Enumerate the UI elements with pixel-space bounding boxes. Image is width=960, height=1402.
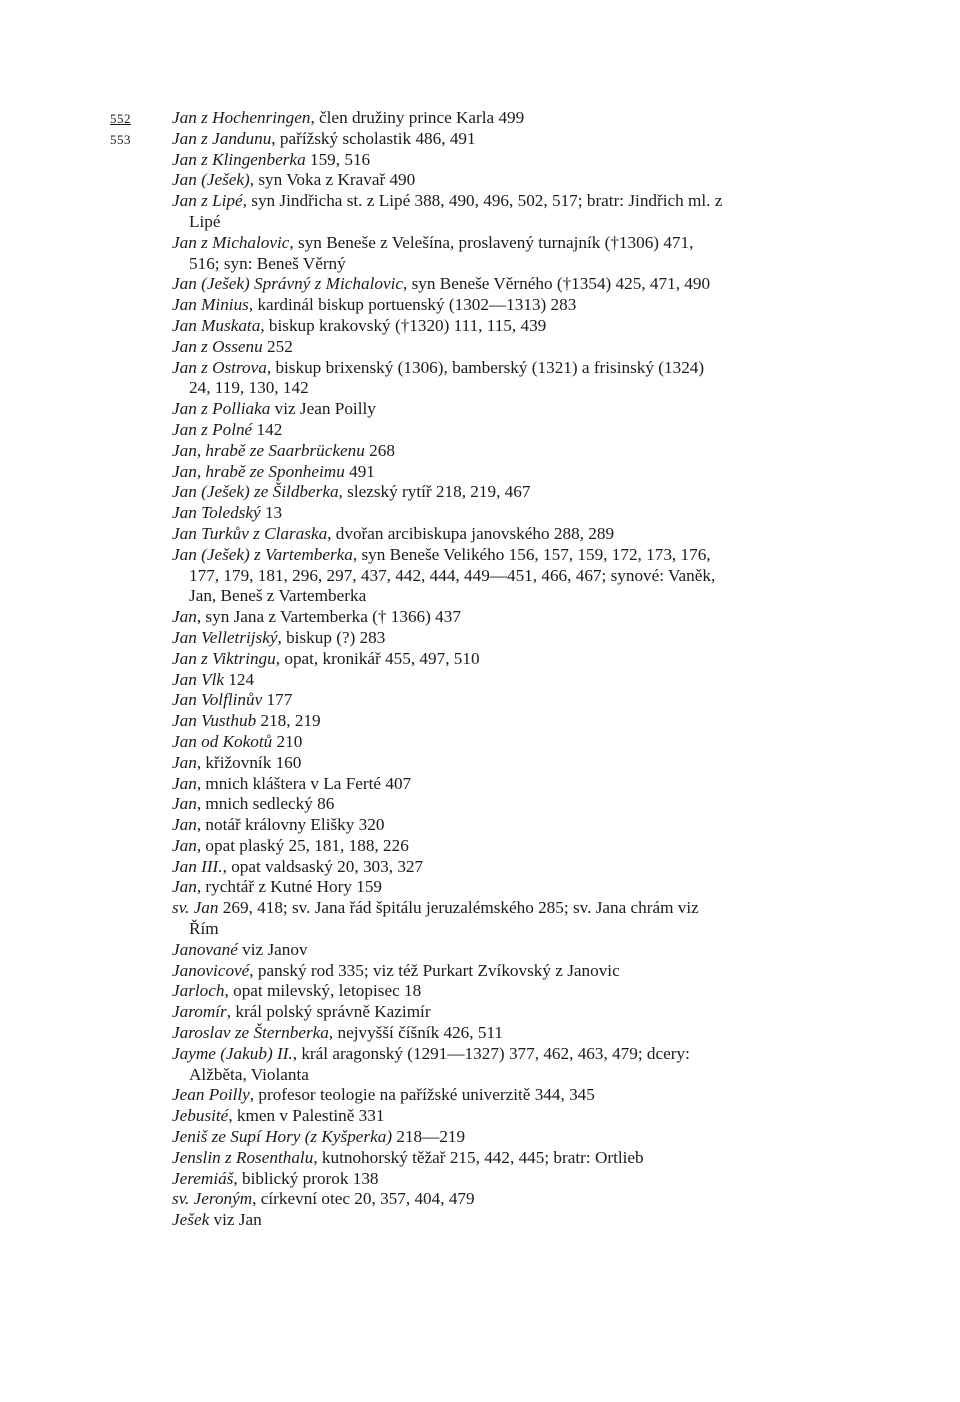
entry-text: 159, 516 [305, 149, 371, 169]
entry-text: 218, 219 [256, 711, 321, 731]
entry-text: , kardinál biskup portuenský (1302—1313) 283 [248, 295, 577, 315]
entry-name: Jan [172, 815, 197, 835]
entry-name: Jan z Ostrova [172, 357, 267, 377]
index-entry [172, 170, 727, 191]
entry-text: 210 [272, 731, 303, 751]
entry-name: Jan Vusthub [172, 711, 257, 731]
index-entry [172, 774, 727, 795]
entry-text: viz Jean Poilly [270, 399, 376, 419]
entry-text: 177 [262, 690, 293, 710]
entry-text: , syn Beneše Věrného (†1354) 425, 471, 490 [402, 274, 711, 294]
entry-name: Jan (Ješek) ze Šildberka [172, 482, 339, 502]
index-entry [172, 108, 727, 129]
entry-text: , kutnohorský těžař 215, 442, 445; bratr: Ortlieb [313, 1147, 644, 1167]
index-entry [172, 420, 727, 441]
entry-text: , panský rod 335; viz též Purkart Zvíkovský z Janovic [249, 960, 620, 980]
entry-name: Jan z Klingenberka [172, 149, 306, 169]
index-entry [172, 607, 727, 628]
index-entry [172, 1189, 727, 1210]
entry-name: Jan z Polliaka [172, 399, 271, 419]
index-entry [172, 524, 727, 545]
entry-text: , opat valdsaský 20, 303, 327 [222, 856, 424, 876]
entry-text: , mnich sedlecký 86 [196, 794, 335, 814]
index-entry [172, 1169, 727, 1190]
entry-name: Ješek [172, 1210, 210, 1230]
index-entry [172, 961, 727, 982]
entry-name: Jeremiáš [172, 1168, 234, 1188]
index-entry [172, 981, 727, 1002]
index-entry [172, 732, 727, 753]
entry-text: , syn Beneše Velikého 156, 157, 159, 172, 173, 176, 177, 179, 181, 296, 297, 437, 442, 444, 449—451, 466, 467; synové: Vaněk, Jan, Beneš z Vartemberka [189, 544, 716, 606]
entry-text: viz Jan [209, 1210, 262, 1230]
index-entry [172, 233, 727, 275]
entry-name: Jan Volflinův [172, 690, 263, 710]
entry-name: Jan (Ješek) [172, 170, 250, 190]
entry-name: Jan z Ossenu [172, 336, 263, 356]
entry-text: viz Janov [237, 939, 308, 959]
entry-name: Jan Toledský [172, 503, 261, 523]
entry-name: Jaromír [172, 1002, 227, 1022]
entry-text: , rychtář z Kutné Hory 159 [196, 877, 383, 897]
entry-name: Jan, hrabě ze Saarbrückenu [172, 440, 365, 460]
entry-text: , biblický prorok 138 [233, 1168, 379, 1188]
index-entry [172, 1127, 727, 1148]
entry-name: Janované [172, 939, 238, 959]
entry-name: Jan Velletrijský [172, 627, 278, 647]
index-entry [172, 711, 727, 732]
entry-name: Jan, hrabě ze Sponheimu [172, 461, 345, 481]
entry-text: , notář královny Elišky 320 [196, 815, 385, 835]
entry-name: sv. Jan [172, 898, 219, 918]
page-number: 552 [110, 111, 131, 126]
index-entry [172, 670, 727, 691]
index-entry [172, 545, 727, 607]
entry-text: , biskup krakovský (†1320) 111, 115, 439 [260, 315, 547, 335]
entry-text: 252 [262, 336, 293, 356]
entry-name: Jan (Ješek) Správný z Michalovic [172, 274, 403, 294]
index-entry [172, 794, 727, 815]
index-entry [172, 1085, 727, 1106]
index-entry [172, 129, 727, 150]
entry-text: , křižovník 160 [196, 752, 302, 772]
index-entry [172, 316, 727, 337]
entry-name: Jean Poilly [172, 1085, 250, 1105]
entry-name: sv. Jeroným [172, 1189, 253, 1209]
entry-name: Jan [172, 607, 197, 627]
entry-name: Jan Muskata [172, 315, 261, 335]
entry-name: Jayme (Jakub) II. [172, 1043, 293, 1063]
entry-name: Jan [172, 773, 197, 793]
index-entry [172, 690, 727, 711]
index-entry [172, 462, 727, 483]
entry-text: , slezský rytíř 218, 219, 467 [338, 482, 531, 502]
page-number: 553 [110, 132, 131, 147]
entry-name: Jan od Kokotů [172, 731, 273, 751]
entry-text: , církevní otec 20, 357, 404, 479 [252, 1189, 475, 1209]
entry-text: , syn Jindřicha st. z Lipé 388, 490, 496, 502, 517; bratr: Jindřich ml. z Lipé [189, 191, 723, 231]
entry-text: , dvořan arcibiskupa janovského 288, 289 [327, 523, 615, 543]
index-list [172, 108, 727, 1231]
entry-name: Jan z Michalovic [172, 232, 290, 252]
page-numbers [110, 108, 131, 150]
entry-text: 142 [252, 419, 283, 439]
entry-text: , nejvyšší číšník 426, 511 [328, 1023, 503, 1043]
entry-name: Jebusité [172, 1106, 229, 1126]
index-entry [172, 274, 727, 295]
entry-name: Jan (Ješek) z Vartemberka [172, 544, 353, 564]
entry-text: 13 [260, 503, 283, 523]
index-entry [172, 441, 727, 462]
entry-text: , opat plaský 25, 181, 188, 226 [196, 835, 409, 855]
index-entry [172, 857, 727, 878]
entry-name: Jarloch [172, 981, 225, 1001]
entry-text: , pařížský scholastik 486, 491 [271, 128, 476, 148]
entry-name: Jeniš ze Supí Hory (z Kyšperka) [172, 1127, 393, 1147]
entry-name: Jan III. [172, 856, 223, 876]
entry-name: Jan Vlk [172, 669, 225, 689]
index-entry [172, 1210, 727, 1231]
entry-text: , král aragonský (1291—1327) 377, 462, 463, 479; dcery: Alžběta, Violanta [189, 1043, 690, 1084]
index-entry [172, 815, 727, 836]
index-entry [172, 337, 727, 358]
entry-name: Jan z Jandunu [172, 128, 272, 148]
entry-text: , mnich kláštera v La Ferté 407 [196, 773, 412, 793]
entry-text: , biskup (?) 283 [277, 627, 386, 647]
entry-text: , opat milevský, letopisec 18 [224, 981, 422, 1001]
entry-text: , opat, kronikář 455, 497, 510 [275, 648, 480, 668]
entry-name: Jenslin z Rosenthalu [172, 1147, 314, 1167]
index-entry [172, 1002, 727, 1023]
entry-name: Jan Minius [172, 295, 249, 315]
index-entry [172, 1148, 727, 1169]
entry-text: , profesor teologie na pařížské univerzitě 344, 345 [249, 1085, 595, 1105]
index-entry [172, 753, 727, 774]
entry-name: Jan [172, 877, 197, 897]
index-entry [172, 399, 727, 420]
entry-text: 218—219 [392, 1127, 466, 1147]
entry-text: 268 [364, 440, 395, 460]
entry-name: Jan z Lipé [172, 191, 243, 211]
entry-name: Jan [172, 794, 197, 814]
index-entry [172, 150, 727, 171]
index-entry [172, 898, 727, 940]
index-entry [172, 503, 727, 524]
index-entry [172, 836, 727, 857]
index-entry [172, 358, 727, 400]
entry-text: , syn Voka z Kravař 490 [249, 170, 416, 190]
index-entry [172, 482, 727, 503]
entry-text: , člen družiny prince Karla 499 [310, 108, 525, 127]
entry-text: , syn Beneše z Velešína, proslavený turnajník (†1306) 471, 516; syn: Beneš Věrný [189, 232, 694, 273]
entry-name: Jaroslav ze Šternberka [172, 1023, 329, 1043]
entry-name: Jan z Polné [172, 419, 253, 439]
entry-text: , syn Jana z Vartemberka († 1366) 437 [196, 607, 461, 627]
entry-name: Jan z Viktringu [172, 648, 276, 668]
index-entry [172, 1106, 727, 1127]
entry-text: 269, 418; sv. Jana řád špitálu jeruzalémského 285; sv. Jana chrám viz Řím [189, 898, 699, 939]
index-entry [172, 295, 727, 316]
entry-text: , král polský správně Kazimír [226, 1002, 431, 1022]
index-entry [172, 628, 727, 649]
entry-text: , kmen v Palestině 331 [228, 1106, 385, 1126]
index-entry [172, 1023, 727, 1044]
entry-name: Jan Turkův z Claraska [172, 523, 328, 543]
entry-name: Jan [172, 835, 197, 855]
index-entry [172, 649, 727, 670]
entry-name: Janovicové [172, 960, 250, 980]
index-entry [172, 940, 727, 961]
index-entry [172, 191, 727, 233]
entry-name: Jan z Hochenringen [172, 108, 311, 127]
entry-text: 124 [224, 669, 255, 689]
index-entry [172, 877, 727, 898]
entry-text: 491 [344, 461, 375, 481]
index-entry [172, 1044, 727, 1086]
entry-name: Jan [172, 752, 197, 772]
entry-text: , biskup brixenský (1306), bamberský (1321) a frisinský (1324) 24, 119, 130, 142 [189, 357, 705, 398]
